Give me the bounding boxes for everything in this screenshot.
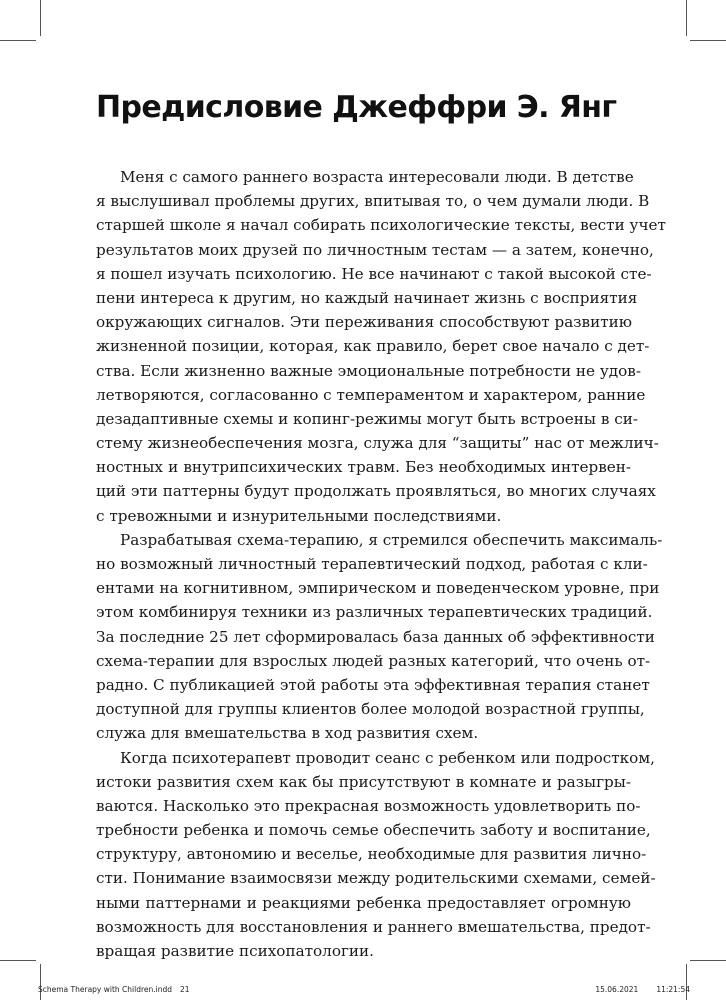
text-line: доступной для группы клиентов более молодой возрастной группы, <box>96 700 645 719</box>
text-line: радно. С публикацией этой работы эта эффективная терапия станет <box>96 675 650 694</box>
text-line: я выслушивал проблемы других, впитывая то, о чем думали люди. В <box>96 192 650 211</box>
footer-timestamp <box>595 985 690 994</box>
text-line: ными паттернами и реакциями ребенка предоставляет огромную <box>96 893 631 912</box>
text-line: требности ребенка и помочь семье обеспечить заботу и воспитание, <box>96 821 651 840</box>
paragraph <box>96 746 656 964</box>
text-line: дезадаптивные схемы и копинг-режимы могут быть встроены в си- <box>96 409 638 428</box>
footer-filename: Schema Therapy with Children.indd <box>38 985 172 994</box>
text-line: ностных и внутрипсихических травм. Без необходимых интервен- <box>96 458 631 477</box>
text-line: служа для вмешательства в ход развития схем. <box>96 724 479 743</box>
footer-file-info <box>38 985 190 994</box>
crop-mark-right-top <box>690 40 726 41</box>
crop-mark-left-bottom <box>0 960 36 961</box>
crop-mark-top-left <box>40 0 41 36</box>
text-line: жизненной позиции, которая, как правило, берет свое начало с дет- <box>96 337 650 356</box>
body-text <box>96 165 666 963</box>
footer-date: 15.06.2021 <box>595 985 639 994</box>
text-line: Когда психотерапевт проводит сеанс с ребенком или подростком, <box>120 748 655 767</box>
text-line: Меня с самого раннего возраста интересовали люди. В детстве <box>120 168 634 186</box>
text-line: вращая развитие психопатологии. <box>96 942 374 960</box>
text-line: схема-терапии для взрослых людей разных категорий, что очень от- <box>96 651 651 670</box>
page-heading: Предисловие Джеффри Э. Янг <box>96 90 617 125</box>
text-line: возможность для восстановления и раннего вмешательства, предот- <box>96 917 651 936</box>
crop-mark-top-right <box>686 0 687 36</box>
page-footer <box>38 985 690 997</box>
text-line: За последние 25 лет сформировалась база данных об эффективности <box>96 627 655 646</box>
text-line: структуру, автономию и веселье, необходимые для развития лично- <box>96 845 647 864</box>
text-line: окружающих сигналов. Эти переживания способствуют развитию <box>96 313 632 332</box>
text-line: ций эти паттерны будут продолжать проявляться, во многих случаях <box>96 482 656 501</box>
text-line: летворяются, согласованно с темпераментом и характером, ранние <box>96 385 646 404</box>
text-line: я пошел изучать психологию. Не все начинают с такой высокой сте- <box>96 264 652 283</box>
text-line: результатов моих друзей по личностным тестам — а затем, конечно, <box>96 240 654 259</box>
text-line: ваются. Насколько это прекрасная возможность удовлетворить по- <box>96 796 641 815</box>
text-line: Разрабатывая схема-терапию, я стремился обеспечить максималь- <box>120 530 663 549</box>
text-line: ства. Если жизненно важные эмоциональные потребности не удов- <box>96 361 641 380</box>
text-line: стему жизнеобеспечения мозга, служа для “защиты” нас от межлич- <box>96 434 659 453</box>
text-line: этом комбинируя техники из различных терапевтических традиций. <box>96 603 653 622</box>
footer-page-number: 21 <box>180 985 190 994</box>
crop-mark-left-top <box>0 40 36 41</box>
text-line: ентами на когнитивном, эмпирическом и поведенческом уровне, при <box>96 579 660 598</box>
text-line: с тревожными и изнурительными последствиями. <box>96 506 502 525</box>
text-line: сти. Понимание взаимосвязи между родительскими схемами, семей- <box>96 869 656 888</box>
crop-mark-right-bottom <box>690 960 726 961</box>
text-line: истоки развития схем как бы присутствуют в комнате и разыгры- <box>96 772 631 791</box>
paragraph <box>96 528 663 746</box>
footer-time: 11:21:54 <box>656 985 690 994</box>
text-line: пени интереса к другим, но каждый начинает жизнь с восприятия <box>96 288 638 307</box>
text-line: но возможный личностный терапевтический подход, работая с кли- <box>96 555 648 573</box>
paragraph <box>96 165 666 528</box>
text-line: старшей школе я начал собирать психологические тексты, вести учет <box>96 216 666 235</box>
